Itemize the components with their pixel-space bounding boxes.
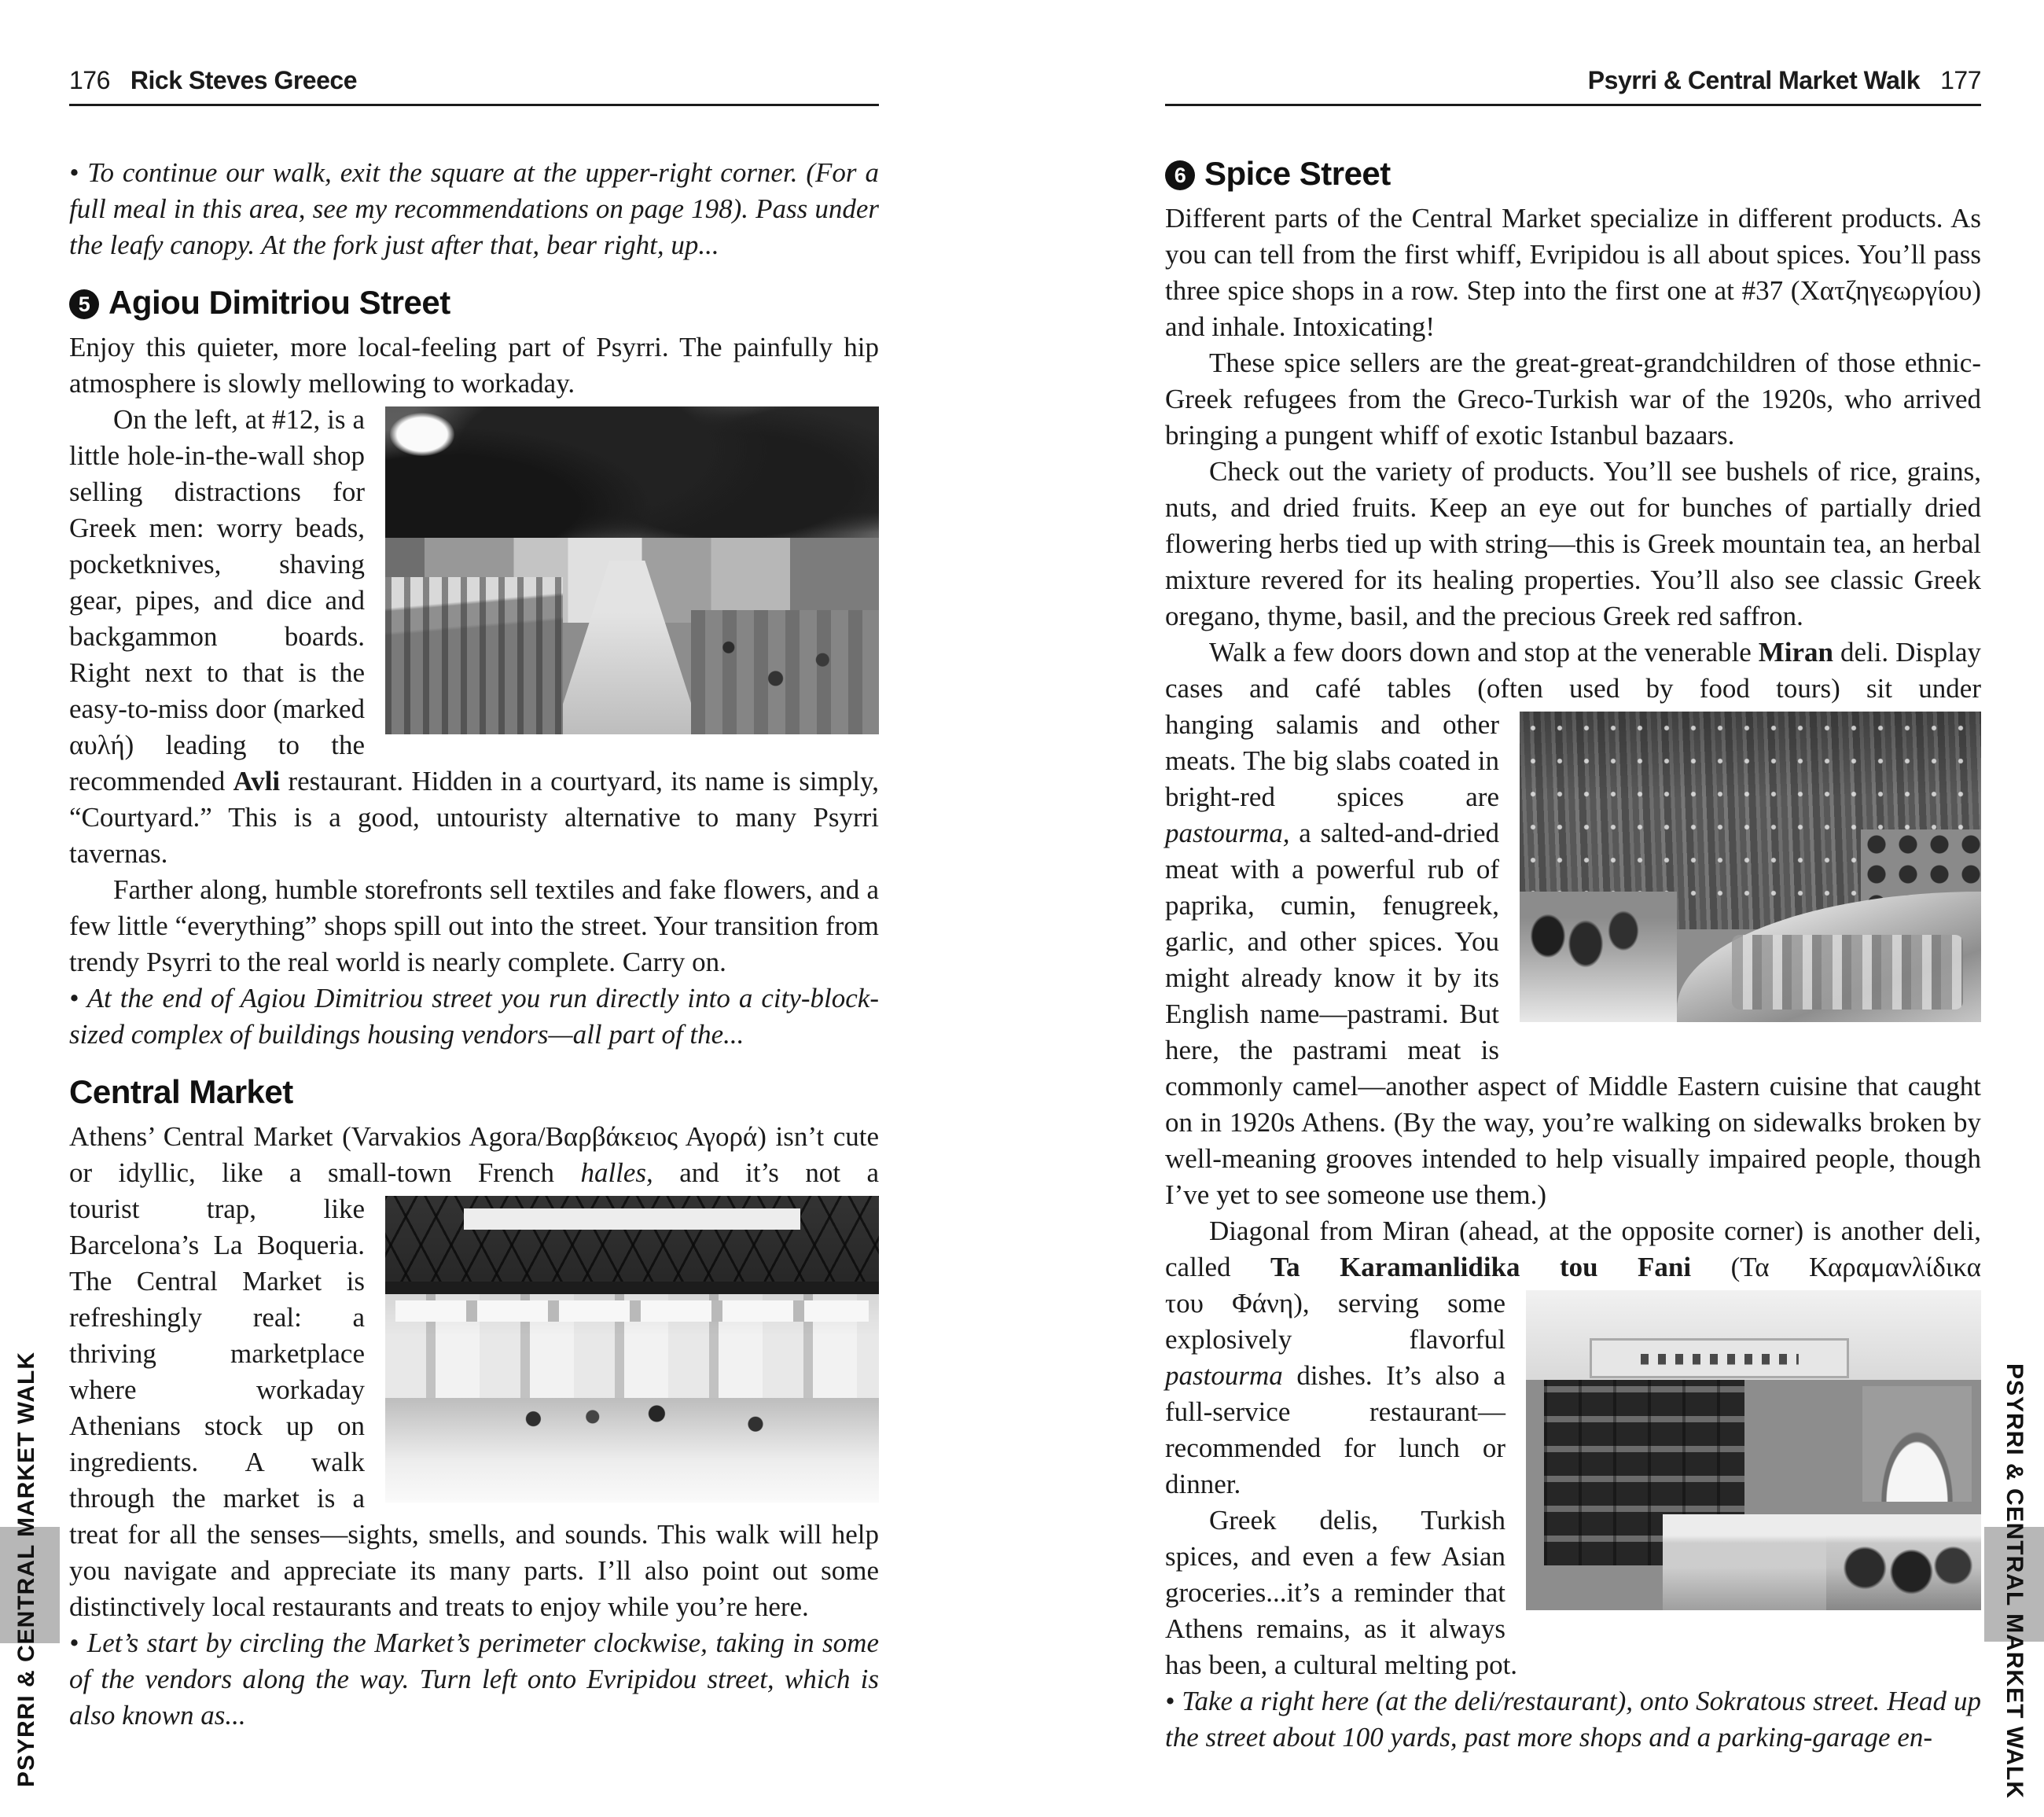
- text-run: ) isn’t cute or idyllic, like a small-town French: [69, 1121, 879, 1188]
- photo-detail: [385, 1282, 879, 1294]
- text-greek: Βαρβάκειος Αγορά: [545, 1121, 758, 1152]
- text-italic: pastourma: [1165, 1360, 1283, 1391]
- section-heading: [69, 284, 879, 322]
- header-rule: [69, 104, 879, 106]
- body-paragraph: [69, 1119, 879, 1191]
- text-run: Different parts of the Central Market specialize in different products. As you can tell from the first whiff, Evripidou is all about spices. You’ll pass three spice shops in a row. Step into the first one at #37 (: [1165, 203, 1981, 306]
- section-heading: [69, 1073, 879, 1111]
- text-run: These spice sellers are the great-great-grandchildren of those ethnic-Greek refugees from the Greco-Turkish war of the 1920s, who arrived bringing a pungent whiff of exotic Istanbul bazaars.: [1165, 348, 1981, 451]
- text-italic: halles,: [580, 1157, 653, 1188]
- text-italic: pastourma,: [1165, 818, 1290, 848]
- walk-directions: [1165, 1683, 1981, 1756]
- section-title: Agiou Dimitriou Street: [108, 284, 450, 321]
- photo-detail: [385, 1398, 879, 1503]
- text-run: On the left, at #12, is a little hole-in-the-wall shop selling distractions for Greek men: worry beads, pocketknives, shaving gear, pipes, and dice and backgammon boards. Right next to that is the easy-to-miss door (marked: [69, 404, 365, 724]
- photo-detail: [1862, 1386, 1972, 1502]
- body-paragraph: [1165, 634, 1981, 707]
- text-run: restaurant. Hidden in a courtyard, its name is simply, “Courtyard.” This is a good, untouristy alternative to many Psyrri tavernas.: [69, 766, 880, 869]
- walk-directions: [69, 155, 879, 263]
- text-run: Walk a few doors down and stop at the venerable: [1209, 637, 1759, 668]
- page-header: [1165, 66, 1981, 93]
- photo-detail: [1826, 1533, 1981, 1610]
- text-greek: αυλή: [69, 730, 125, 760]
- section-title: Spice Street: [1204, 155, 1391, 192]
- miran-deli-photo: [1520, 712, 1981, 1022]
- text-greek: του Φάνη: [1165, 1288, 1294, 1319]
- text-run: deli. Display cases and café tables (often used by food tours) sit under: [1165, 637, 1981, 704]
- text-run: a salted-and-dried meat with a powerful rub of paprika, cumin, fenugreek, garlic, and other spices. You might already know it by its English name—pastrami. But here, the pastrami meat is commonly camel—another aspect of Middle Eastern cuisine that caught on in 1920s Athens. (By the way, you’re walking on sidewalks broken by well-meaning grooves intended to help visually impaired people, though I’ve yet to see someone use them.): [1165, 818, 1981, 1210]
- text-run: Diagonal from Miran (ahead, at the opposite corner) is another deli, called: [1165, 1216, 1981, 1282]
- text-bold: Avli: [233, 766, 281, 796]
- text-bold: Miran: [1758, 637, 1834, 668]
- photo-detail: [1520, 892, 1677, 1022]
- text-run: ) leading to the recommended: [69, 730, 365, 796]
- body-paragraph: [69, 872, 879, 980]
- sidebar-chapter-label-left: PSYRRI & CENTRAL MARKET WALK: [13, 1351, 39, 1788]
- page-number: 176: [69, 66, 110, 94]
- photo-detail: [385, 406, 879, 550]
- text-run: Farther along, humble storefronts sell textiles and fake flowers, and a few little “everything” shops spill out into the street. Your transition from trendy Psyrri to the real world is nearly complete. Carry on.: [69, 874, 879, 977]
- section-heading: [1165, 155, 1981, 193]
- photo-detail: [691, 610, 879, 734]
- section-number-badge: 6: [1165, 160, 1195, 190]
- body-paragraph: [1165, 200, 1981, 345]
- text-run: (: [1691, 1252, 1741, 1282]
- page-content: [69, 155, 879, 1734]
- section-title: Central Market: [69, 1073, 293, 1110]
- text-run: hanging salamis and other meats. The big slabs coated in bright-red spices are: [1165, 709, 1499, 812]
- karamanlidika-deli-photo: [1526, 1290, 1981, 1610]
- photo-detail: [464, 1208, 800, 1230]
- text-run: and it’s not a: [653, 1157, 879, 1188]
- book-title: Rick Steves Greece: [130, 66, 357, 94]
- text-run: ) and inhale. Intoxicating!: [1165, 275, 1981, 342]
- text-run: • Take a right here (at the deli/restaurant), onto Sokratous street. Head up the street about 100 yards, past more shops and a parking-garage en-: [1165, 1686, 1981, 1753]
- page-header: [69, 66, 879, 93]
- text-bold: Ta Karamanlidika tou Fani: [1270, 1252, 1692, 1282]
- text-run: • To continue our walk, exit the square at the upper-right corner. (For a full meal in this area, see my recommendations on page 198). Pass under the leafy canopy. At the fork just after that, bear right, up...: [69, 157, 879, 260]
- agiou-dimitriou-street-photo: [385, 406, 879, 734]
- photo-detail: [395, 1300, 869, 1322]
- page-number: 177: [1940, 66, 1981, 94]
- text-run: Athens’ Central Market (Varvakios Agora/: [69, 1121, 546, 1152]
- body-paragraph: [69, 329, 879, 402]
- body-paragraph: [1165, 345, 1981, 454]
- text-greek: Χατζηγεωργίου: [1800, 275, 1972, 306]
- page-177: [1165, 66, 1981, 1756]
- central-market-photo: [385, 1196, 879, 1503]
- walk-directions: [69, 980, 879, 1053]
- chapter-title: Psyrri & Central Market Walk: [1587, 66, 1921, 94]
- header-rule: [1165, 104, 1981, 106]
- page-content: [1165, 155, 1981, 1756]
- text-greek: Τα Καραμανλίδικα: [1740, 1252, 1981, 1282]
- text-run: tourist trap, like Barcelona’s La Boqueria. The Central Market is refreshingly real: a thriving marketplace where workaday Athenians stock up on ingredients. A walk through the market is a treat for all the senses—sights, smells, and sounds. This walk will help you navigate and appreciate its many parts. I’ll also point out some distinctively local restaurants and treats to enjoy while you’re here.: [69, 1194, 879, 1622]
- photo-detail: [385, 577, 563, 734]
- text-run: dishes. It’s also a full-service restaurant—recommended for lunch or dinner.: [1165, 1360, 1505, 1499]
- text-run: • Let’s start by circling the Market’s perimeter clockwise, taking in some of the vendors along the way. Turn left onto Evripidou street, which is also known as...: [69, 1628, 879, 1731]
- text-run: Greek delis, Turkish spices, and even a few Asian groceries...it’s a reminder that Athens remains, as it always has been, a cultural melting pot.: [1165, 1505, 1518, 1680]
- photo-detail: [1732, 935, 1963, 1010]
- page-176: [69, 66, 879, 1734]
- text-run: • At the end of Agiou Dimitriou street you run directly into a city-block-sized complex of buildings housing vendors—all part of the...: [69, 983, 879, 1050]
- sidebar-chapter-label-right: PSYRRI & CENTRAL MARKET WALK: [2002, 1363, 2027, 1800]
- walk-directions: [69, 1625, 879, 1734]
- text-run: Check out the variety of products. You’ll see bushels of rice, grains, nuts, and dried fruits. Keep an eye out for bunches of partially dried flowering herbs tied up with string—this is Greek mountain tea, an herbal mixture revered for its healing properties. You’ll also see classic Greek oregano, thyme, basil, and the precious Greek red saffron.: [1165, 456, 1981, 631]
- body-paragraph: [1165, 1213, 1981, 1286]
- text-run: Enjoy this quieter, more local-feeling part of Psyrri. The painfully hip atmosphere is slowly mellowing to workaday.: [69, 332, 879, 399]
- body-paragraph: [1165, 454, 1981, 634]
- text-run: ), serving some explosively flavorful: [1165, 1288, 1505, 1355]
- photo-detail: [1590, 1338, 1849, 1378]
- section-number-badge: 5: [69, 289, 99, 319]
- photo-detail: [390, 413, 454, 455]
